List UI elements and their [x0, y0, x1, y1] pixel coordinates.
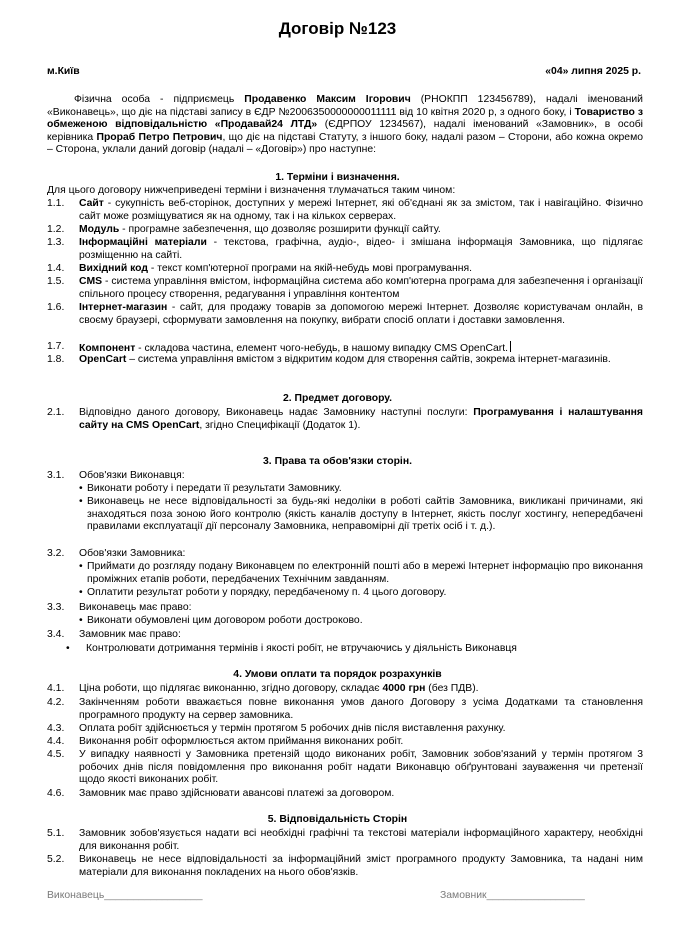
clause-number: 1.3. [47, 237, 65, 248]
clause: 4.4. Виконання робіт оформлюється актом приймання виконаних робіт. [47, 736, 404, 747]
clause: 4.3. Оплата робіт здійснюється у термін протягом 5 робочих днів після виставлення рахунку. [47, 723, 506, 734]
clause: 1.7. Компонент - складова частина, елемент чого-небудь, в нашому випадку CMS OpenCart. [47, 341, 643, 356]
clause: 1.4. Вихідний код - текст комп'ютерної програми на якій-небудь мові програмування. [47, 263, 473, 274]
customer-name: Товариство з обмеженою відповідальністю «Продавай24 ЛТД» [47, 106, 643, 131]
clause-number: 3.4. [47, 629, 65, 640]
customer-director: Прораб Петро Петрович [96, 131, 223, 143]
clause: 4.1. Ціна роботи, що підлягає виконанню, згідно договору, складає 4000 грн (без ПДВ). [47, 683, 479, 694]
term: CMS [79, 276, 103, 287]
clause-number: 4.3. [47, 723, 65, 734]
document-title: Договір №123 [278, 19, 397, 38]
section-title: 4. Умови оплати та порядок розрахунків [233, 669, 442, 680]
term: Вихідний код [79, 263, 148, 274]
clause-number: 1.2. [47, 224, 65, 235]
clause: 3.1. Обов'язки Виконавця: [47, 470, 185, 481]
section-title: 5. Відповідальність Сторін [267, 814, 408, 825]
section-title: 2. Предмет договору. [282, 393, 393, 404]
section-title: 1. Терміни і визначення. [275, 172, 400, 183]
clause: 2.1. Відповідно даного договору, Виконавець надає Замовнику наступні послуги: Програмування і налаштування сайту на CMS OpenCart, згідно Специфікації (Додаток 1). [47, 407, 643, 431]
clause: 5.2. Виконавець не несе відповідальності за інформаційний зміст програмного продукту Замовника, та надані ним матеріали для виконання покладених на нього обов'язків. [47, 854, 643, 878]
clause-number: 3.2. [47, 548, 65, 559]
clause: 1.8. OpenCart – система управління вмістом з відкритим кодом для створення сайтів, зокрема інтернет-магазинів. [47, 354, 611, 365]
clause-number: 2.1. [47, 407, 65, 418]
clause: 1.1. Сайт - сукупність веб-сторінок, доступних у мережі Інтернет, які об'єднані як за змістом, так і навігаційно. Фізично сайт може розміщуватися як на одному, так і на кількох серверах. [47, 198, 643, 222]
clause-number: 1.7. [47, 341, 65, 352]
term: Інформаційні матеріали [79, 237, 207, 248]
term: Сайт [79, 198, 104, 209]
text-cursor [510, 341, 511, 352]
clause-number: 4.6. [47, 788, 65, 799]
preamble: Фізична особа - підприємець Продавенко Максим Ігорович (РНОКПП 123456789), надалі іменований «Виконавець», що діє на підставі запису в ЄДР №2006350000000011111 від 10 квітня 2020 р, з одного боку, і Товариство з обмеженою відповідальністю «Продавай24 ЛТД» (ЄДРПОУ 1234567), надалі іменований «Замовник», в особі керівника Прораб Петро Петрович, що діє на підставі Статуту, з іншого боку, надалі разом – Сторони, або кожна окремо – Сторона, уклали даний договір (надалі – «Договір») про наступне: [47, 94, 644, 156]
clause-number: 1.6. [47, 302, 65, 313]
clause: 3.3. Виконавець має право: [47, 602, 192, 613]
bullet-icon: • [79, 587, 83, 598]
bullet-icon: • [79, 615, 83, 626]
contract-city: м.Київ [47, 66, 80, 77]
term: Модуль [79, 224, 120, 235]
clause-number: 4.4. [47, 736, 65, 747]
clause-number: 4.5. [47, 749, 65, 760]
clause: 1.2. Модуль - програмне забезпечення, що дозволяє розширити функції сайту. [47, 224, 441, 235]
bullet-icon: • [66, 643, 70, 654]
clause-number: 5.1. [47, 828, 65, 839]
clause-number: 3.3. [47, 602, 65, 613]
term: OpenCart [79, 354, 127, 365]
clause: 4.2. Закінченням роботи вважається повне виконання умов даного Договору з усіма Додатками та становлення програмного продукту на сервер замовника. [47, 697, 643, 721]
clause-number: 3.1. [47, 470, 65, 481]
term: Інтернет-магазин [79, 302, 168, 313]
clause: 1.6. Інтернет-магазин - сайт, для продажу товарів за допомогою мережі Інтернет. Дозволяє користувачам онлайн, в своєму браузері, сформувати замовлення на покупку, вибрати спосіб оплати і доставки замовлення. [47, 302, 643, 326]
price: 4000 грн [382, 683, 426, 694]
clause-number: 5.2. [47, 854, 65, 865]
clause-number: 1.8. [47, 354, 65, 365]
customer-signature-line: Замовник_________________ [440, 890, 585, 901]
section-title: 3. Права та обов'язки сторін. [263, 456, 412, 467]
clause: 4.5. У випадку наявності у Замовника претензій щодо виконаних робіт, Замовник зобов'язаний у термін протягом 3 робочих днів після повідомлення про виконання робіт надати Виконавцю обґрунтовані зауваження чи претензії щодо якості виконаних робіт. [47, 749, 643, 786]
executor-name: Продавенко Максим Ігорович [244, 94, 411, 105]
bullet-icon: • [79, 483, 83, 494]
bullet-icon: • [79, 496, 83, 507]
clause: 3.2. Обов'язки Замовника: [47, 548, 186, 559]
clause: 1.3. Інформаційні матеріали - текстова, графічна, аудіо-, відео- і змішана інформація Замовника, що підлягає розміщенню на сайті. [47, 237, 643, 261]
clause: 3.4. Замовник має право: [47, 629, 181, 640]
contract-date: «04» липня 2025 р. [545, 66, 641, 77]
clause-number: 1.5. [47, 276, 65, 287]
clause-number: 1.4. [47, 263, 65, 274]
bullet-item: • Контролювати дотримання термінів і якості робіт, не втручаючись у діяльність Виконавця [66, 643, 517, 654]
section-lead: Для цього договору нижчеприведені терміни і визначення тлумачаться таким чином: [47, 185, 456, 196]
clause-number: 4.2. [47, 697, 65, 708]
service-name: Програмування і налаштування сайту на CMS OpenCart [79, 407, 643, 431]
clause-number: 1.1. [47, 198, 65, 209]
clause: 4.6. Замовник має право здійснювати авансові платежі за договором. [47, 788, 395, 799]
contract-page: Договір №123 м.Київ «04» липня 2025 р. Фізична особа - підприємець Продавенко Максим Ігорович (РНОКПП 123456789), надалі іменований «Виконавець», що діє на підставі запису в ЄДР №2006350000000011111 від 10 квітня 2020 р, з одного боку, і Товариство з обмеженою відповідальністю «Продавай24 ЛТД» (ЄДРПОУ 1234567), надалі іменований «Замовник», в особі керівника Прораб Петро Петрович, що діє на підставі Статуту, з іншого боку, надалі разом – Сторони, або кожна окремо – Сторона, уклали даний договір (надалі – «Договір») про наступне: 1. Терміни і визначення. Для цього договору нижчеприведені терміни і визначення тлумачаться таким чином: 1.1. Сайт - сукупність веб-сторінок, доступних у мережі Інтернет, які об'єднані як за змістом, так і навігаційно. Фізично сайт може розміщуватися як на одному, так і на кількох серверах. 1.2. Модуль - програмне забезпечення, що дозволяє розширити функції сайту. 1.3. Інформаційні матеріали - текстова, графічна, аудіо-, відео- і змішана інформація Замовника, що підлягає розміщенню на сайті. 1.4. Вихідний код - текст комп'ютерної програми на якій-небудь мові програмування. 1.5. CMS - система управління вмістом, інформаційна система або комп'ютерна програма для забезпечення і організації спільного процесу створення, редагування і управління контентом 1.6. Інтернет-магазин - сайт, для продажу товарів за допомогою мережі Інтернет. Дозволяє користувачам онлайн, в своєму браузері, сформувати замовлення на покупку, вибрати спосіб оплати і доставки замовлення. 1.7. Компонент - складова частина, елемент чого-небудь, в нашому випадку CMS OpenCart. 1.8. OpenCart – система управління вмістом з відкритим кодом для створення сайтів, зокрема інтернет-магазинів. 2. Предмет договору. 2.1. Відповідно даного договору, Виконавець надає Замовнику наступні послуги: Програмування і налаштування сайту на CMS OpenCart, згідно Специфікації (Додаток 1). 3. Права та обов'язки сторін. 3.1. Обов'язки Виконавця: • Виконати роботу і передати її результати Замовнику. • Виконавець не несе відповідальності за будь-які недоліки в роботі сайтів Замовника, викликані причинами, які знаходяться поза зоною його контролю (якість каналів доступу в Інтернет, якість послуг хостингу, непередбачені правилами експлуатації дії персоналу Замовника, неправомірні дії третіх осіб і т. д.). 3.2. Обов'язки Замовника: • Приймати до розгляду подану Виконавцем по електронній пошті або в мережі Інтернет інформацію про виконання проміжних етапів роботи, передбачених Технічним завданням. • Оплатити результат роботи у порядку, передбаченому п. 4 цього договору. 3.3. Виконавець має право: • Виконати обумовлені цим договором роботи достроково. 3.4. Замовник має право: • Контролювати дотримання термінів і якості робіт, не втручаючись у діяльність Виконавця 4. Умови оплати та порядок розрахунків 4.1. Ціна роботи, що підлягає виконанню, згідно договору, складає 4000 грн (без ПДВ). 4.2. Закінченням роботи вважається повне виконання умов даного Договору з усіма Додатками та становлення програмного продукту на сервер замовника. 4.3. Оплата робіт здійснюється у термін протягом 5 робочих днів після виставлення рахунку. 4.4. Виконання робіт оформлюється актом приймання виконаних робіт. 4.5. У випадку наявності у Замовника претензій щодо виконаних робіт, Замовник зобов'язаний у термін протягом 3 робочих днів після повідомлення про виконання робіт надати Виконавцю обґрунтовані зауваження чи претензії щодо якості виконаних робіт. 4.6. Замовник має право здійснювати авансові платежі за договором. 5. Відповідальність Сторін 5.1. Замовник зобов'язується надати всі необхідні графічні та текстові матеріали інформаційного характеру, необхідні для виконання робіт. 5.2. Виконавець не несе відповідальності за інформаційний зміст програмного продукту Замовника, та надані ним матеріали для виконання покладених на нього обов'язків. Виконавець_________________ Замовник_________________ [0, 0, 675, 935]
clause-number: 4.1. [47, 683, 65, 694]
term: Компонент [79, 343, 136, 354]
clause: 1.5. CMS - система управління вмістом, інформаційна система або комп'ютерна програма для забезпечення і організації спільного процесу створення, редагування і управління контентом [47, 276, 643, 300]
bullet-icon: • [79, 561, 83, 572]
executor-signature-line: Виконавець_________________ [47, 890, 203, 901]
clause: 5.1. Замовник зобов'язується надати всі необхідні графічні та текстові матеріали інформаційного характеру, необхідні для виконання робіт. [47, 828, 643, 852]
